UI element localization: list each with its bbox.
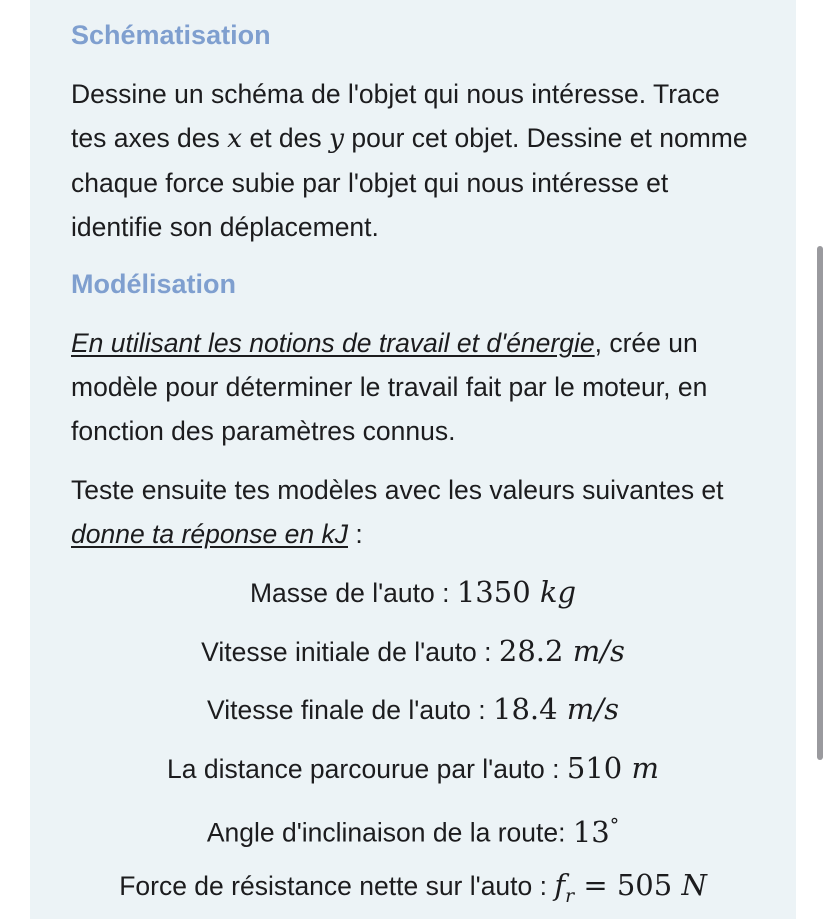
parameter-label: Vitesse finale de l'auto : <box>207 695 493 725</box>
value-number: 18.4 <box>493 692 558 726</box>
parameter-resistance-force <box>30 865 796 917</box>
value-unit: N <box>681 868 707 902</box>
value-number: 13 <box>572 814 610 849</box>
parameter-label: Force de résistance nette sur l'auto : <box>119 871 555 901</box>
value-unit: m/s <box>572 634 625 668</box>
test-emphasis: donne ta réponse en kJ <box>71 519 348 549</box>
parameter-value <box>493 692 619 726</box>
variable-x: x <box>227 123 243 154</box>
parameter-label: Masse de l'auto : <box>249 578 457 608</box>
schematisation-text-3: pour cet objet. Dessine et nomme chaque force subie par l'objet qui nous intéresse et identifie son déplacement. <box>71 123 748 242</box>
parameter-value <box>554 868 707 907</box>
parameter-label: Angle d'inclinaison de la route: <box>206 817 573 848</box>
schematisation-paragraph <box>71 72 761 249</box>
heading-modelisation: Modélisation <box>71 269 237 299</box>
parameter-value <box>573 815 619 849</box>
parameter-value <box>567 751 659 785</box>
test-text: Teste ensuite tes modèles avec les valeurs suivantes et <box>71 475 724 505</box>
value-unit: kg <box>539 575 577 609</box>
heading-schematisation: Schématisation <box>71 20 271 50</box>
value-equals: = <box>574 868 617 902</box>
value-number: 28.2 <box>498 634 564 668</box>
variable-y: y <box>329 123 344 154</box>
schematisation-text-1: Dessine un schéma de l'objet qui nous intéresse. Trace tes axes des <box>71 79 720 153</box>
test-suffix: : <box>347 519 363 549</box>
parameter-value <box>457 575 576 609</box>
parameter-mass <box>30 572 796 613</box>
value-number: 1350 <box>456 575 531 609</box>
value-unit: m <box>631 751 659 785</box>
parameter-label: La distance parcourue par l'auto : <box>167 754 567 784</box>
modelisation-paragraph <box>71 321 761 453</box>
value-unit: ° <box>609 815 620 836</box>
parameter-initial-speed <box>30 631 796 672</box>
value-number: 505 <box>616 868 673 902</box>
value-subscript: r <box>565 885 575 907</box>
test-paragraph <box>71 468 761 556</box>
scrollbar-thumb[interactable] <box>817 246 823 760</box>
value-symbol: f <box>554 868 566 902</box>
parameter-value <box>499 634 625 668</box>
schematisation-text-2: et des <box>242 123 330 153</box>
parameter-final-speed <box>30 689 796 730</box>
parameter-distance <box>30 748 796 789</box>
parameter-label: Vitesse initiale de l'auto : <box>201 637 499 667</box>
value-number: 510 <box>566 751 623 785</box>
parameter-angle <box>30 806 796 853</box>
value-unit: m/s <box>566 692 619 726</box>
modelisation-text: , crée un modèle pour déterminer le travail fait par le moteur, en fonction des paramètres connus. <box>71 328 708 446</box>
modelisation-emphasis: En utilisant les notions de travail et d'énergie <box>71 328 595 358</box>
